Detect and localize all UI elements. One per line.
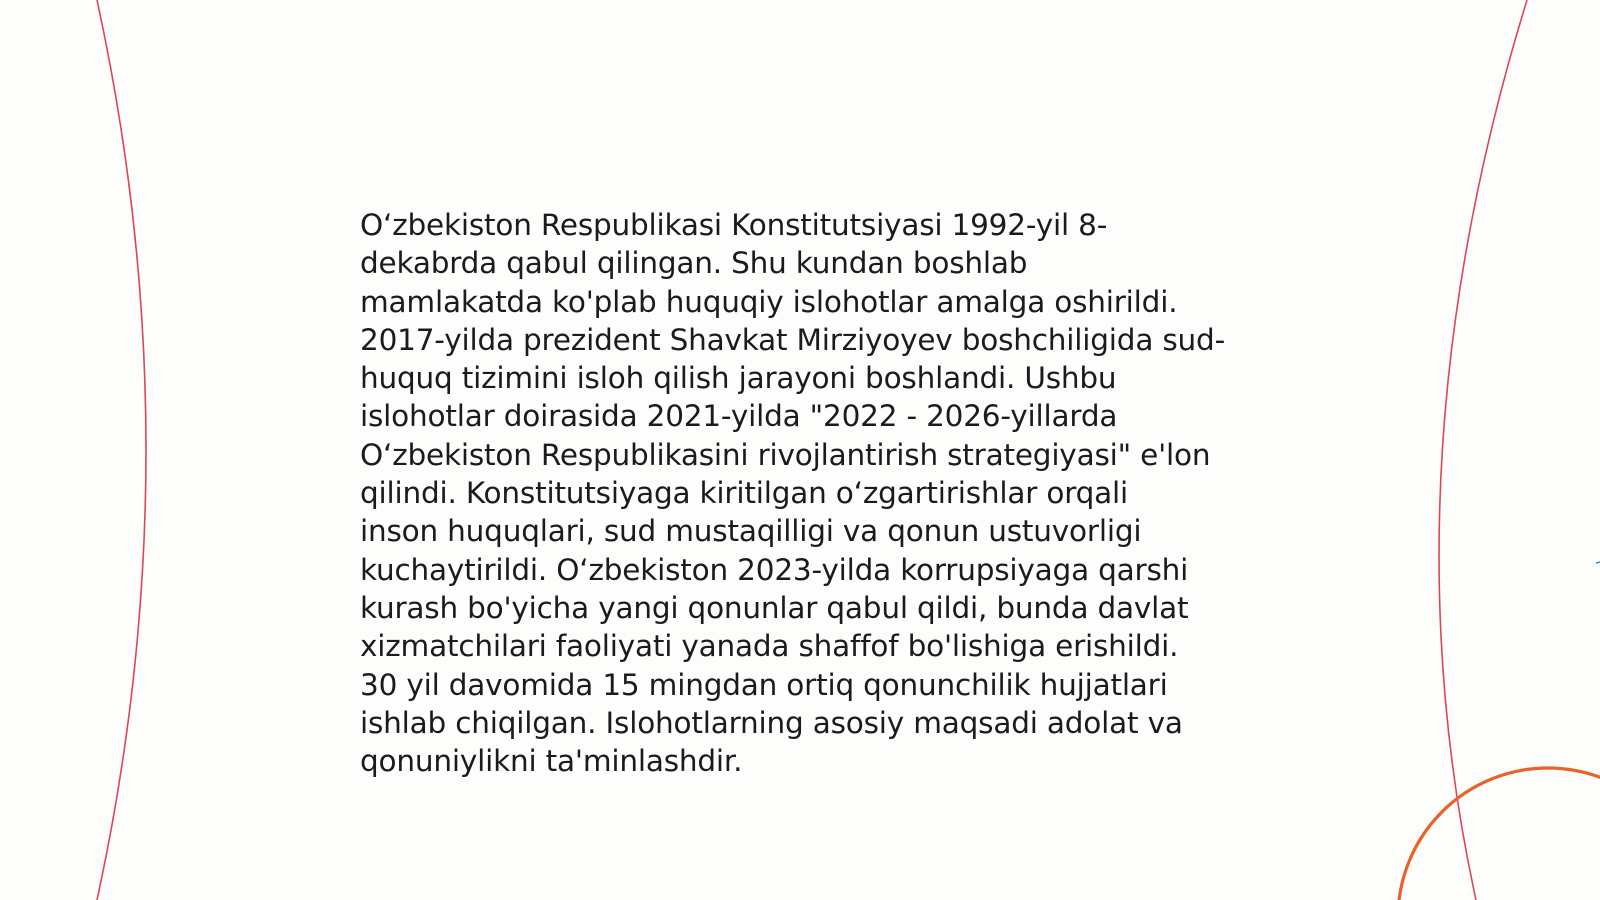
left-arc-line	[97, 0, 146, 900]
right-arc-line	[1439, 0, 1527, 900]
main-paragraph: O‘zbekiston Respublikasi Konstitutsiyasi 1992-yil 8- dekabrda qabul qilingan. Shu kundan boshlab mamlakatda ko'plab huquqiy islohotlar amalga oshirildi. 2017-yilda prezident Shavkat Mirziyoyev boshchiligida sud- huquq tizimini isloh qilish jarayoni boshlandi. Ushbu islohotlar doirasida 2021-yilda "2022 - 2026-yillarda O‘zbekiston Respublikasini rivojlantirish strategiyasi" e'lon qilindi. Konstitutsiyaga kiritilgan o‘zgartirishlar orqali inson huquqlari, sud mustaqilligi va qonun ustuvorligi kuchaytirildi. O‘zbekiston 2023-yilda korrupsiyaga qarshi kurash bo'yicha yangi qonunlar qabul qildi, bunda davlat xizmatchilari faoliyati yanada shaffof bo'lishiga erishildi. 30 yil davomida 15 mingdan ortiq qonunchilik hujjatlari ishlab chiqilgan. Islohotlarning asosiy maqsadi adolat va qonuniylikni ta'minlashdir.	[360, 208, 1226, 779]
small-accent-mark	[1596, 562, 1600, 563]
accent-circle-outline	[1398, 768, 1600, 900]
